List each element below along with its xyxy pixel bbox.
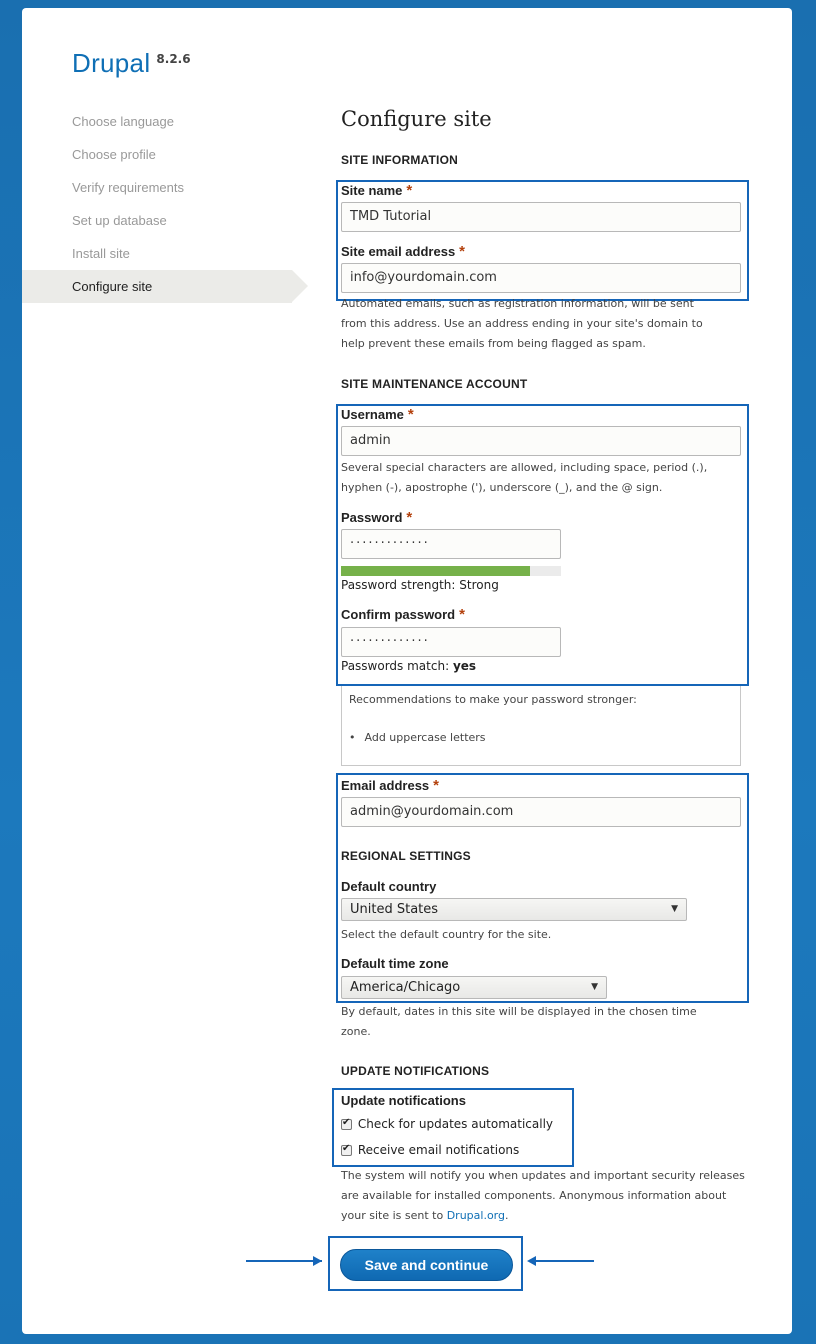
- maintenance-heading: SITE MAINTENANCE ACCOUNT: [341, 377, 528, 391]
- check-updates-option[interactable]: ✔ Check for updates automatically: [341, 1117, 553, 1131]
- drupal-logo: [72, 48, 191, 79]
- username-input[interactable]: admin: [341, 426, 741, 456]
- step-configure-site: Configure site: [22, 270, 292, 303]
- site-email-label: Site email address *: [341, 243, 466, 260]
- step-choose-profile: Choose profile: [72, 147, 156, 162]
- regional-heading: REGIONAL SETTINGS: [341, 849, 471, 863]
- default-country-description: Select the default country for the site.: [341, 928, 552, 941]
- default-country-select[interactable]: United States ▼: [341, 898, 687, 921]
- confirm-password-label: Confirm password *: [341, 606, 465, 623]
- email-notifications-checkbox[interactable]: [341, 1145, 352, 1156]
- recommendation-item: • Add uppercase letters: [349, 731, 486, 744]
- pointer-arrow-left: [246, 1260, 322, 1262]
- password-recommendations: [341, 686, 741, 766]
- email-notifications-option[interactable]: ✔ Receive email notifications: [341, 1143, 519, 1157]
- brand-version: 8.2.6: [156, 52, 191, 66]
- step-install-site: Install site: [72, 246, 130, 261]
- password-input[interactable]: ·············: [341, 529, 561, 559]
- password-strength-fill: [341, 566, 530, 576]
- site-email-input[interactable]: info@yourdomain.com: [341, 263, 741, 293]
- required-marker: *: [433, 777, 439, 794]
- update-notifications-heading: UPDATE NOTIFICATIONS: [341, 1064, 490, 1078]
- required-marker: *: [459, 606, 465, 623]
- chevron-down-icon: ▼: [671, 904, 678, 914]
- passwords-match-text: Passwords match: yes: [341, 659, 477, 673]
- confirm-password-input[interactable]: ·············: [341, 627, 561, 657]
- arrow-left-icon: [527, 1256, 536, 1266]
- update-notifications-description: The system will notify you when updates and important security releases are available for installed components. Anonymous information about your site is sent to Drupal.org.: [341, 1169, 745, 1222]
- password-label: Password *: [341, 509, 413, 526]
- required-marker: *: [459, 243, 466, 260]
- update-notifications-label: Update notifications: [341, 1093, 466, 1108]
- page-title: Configure site: [341, 107, 492, 131]
- username-description: Several special characters are allowed, including space, period (.), hyphen (-), apostrophe ('), underscore (_), and the @ sign.: [341, 461, 708, 494]
- arrow-right-icon: [313, 1256, 322, 1266]
- step-choose-language: Choose language: [72, 114, 174, 129]
- time-zone-label: Default time zone: [341, 956, 449, 971]
- step-verify-requirements: Verify requirements: [72, 180, 184, 195]
- recommendations-title: Recommendations to make your password stronger:: [349, 693, 637, 706]
- chevron-down-icon: ▼: [591, 982, 598, 992]
- pointer-arrow-right: [534, 1260, 594, 1262]
- site-email-description: Automated emails, such as registration information, will be sent from this address. Use an address ending in your site's domain to help prevent these emails from being flagged as spam.: [341, 297, 703, 350]
- username-label: Username *: [341, 406, 414, 423]
- site-name-input[interactable]: TMD Tutorial: [341, 202, 741, 232]
- installer-card: [22, 8, 792, 1334]
- required-marker: *: [407, 406, 414, 423]
- account-email-input[interactable]: admin@yourdomain.com: [341, 797, 741, 827]
- password-strength-text: Password strength: Strong: [341, 578, 499, 592]
- time-zone-select[interactable]: America/Chicago ▼: [341, 976, 607, 999]
- install-steps: [22, 105, 312, 303]
- drupal-org-link[interactable]: Drupal.org: [446, 1209, 505, 1222]
- required-marker: *: [406, 182, 413, 199]
- password-strength-bar: [341, 566, 561, 576]
- time-zone-description: By default, dates in this site will be displayed in the chosen time zone.: [341, 1005, 697, 1038]
- save-and-continue-button[interactable]: Save and continue: [340, 1249, 513, 1281]
- step-set-up-database: Set up database: [72, 213, 167, 228]
- account-email-label: Email address *: [341, 777, 439, 794]
- default-country-label: Default country: [341, 879, 437, 894]
- required-marker: *: [406, 509, 413, 526]
- check-updates-checkbox[interactable]: [341, 1119, 352, 1130]
- brand-name: Drupal: [72, 48, 151, 78]
- site-information-heading: SITE INFORMATION: [341, 153, 458, 167]
- site-name-label: Site name *: [341, 182, 413, 199]
